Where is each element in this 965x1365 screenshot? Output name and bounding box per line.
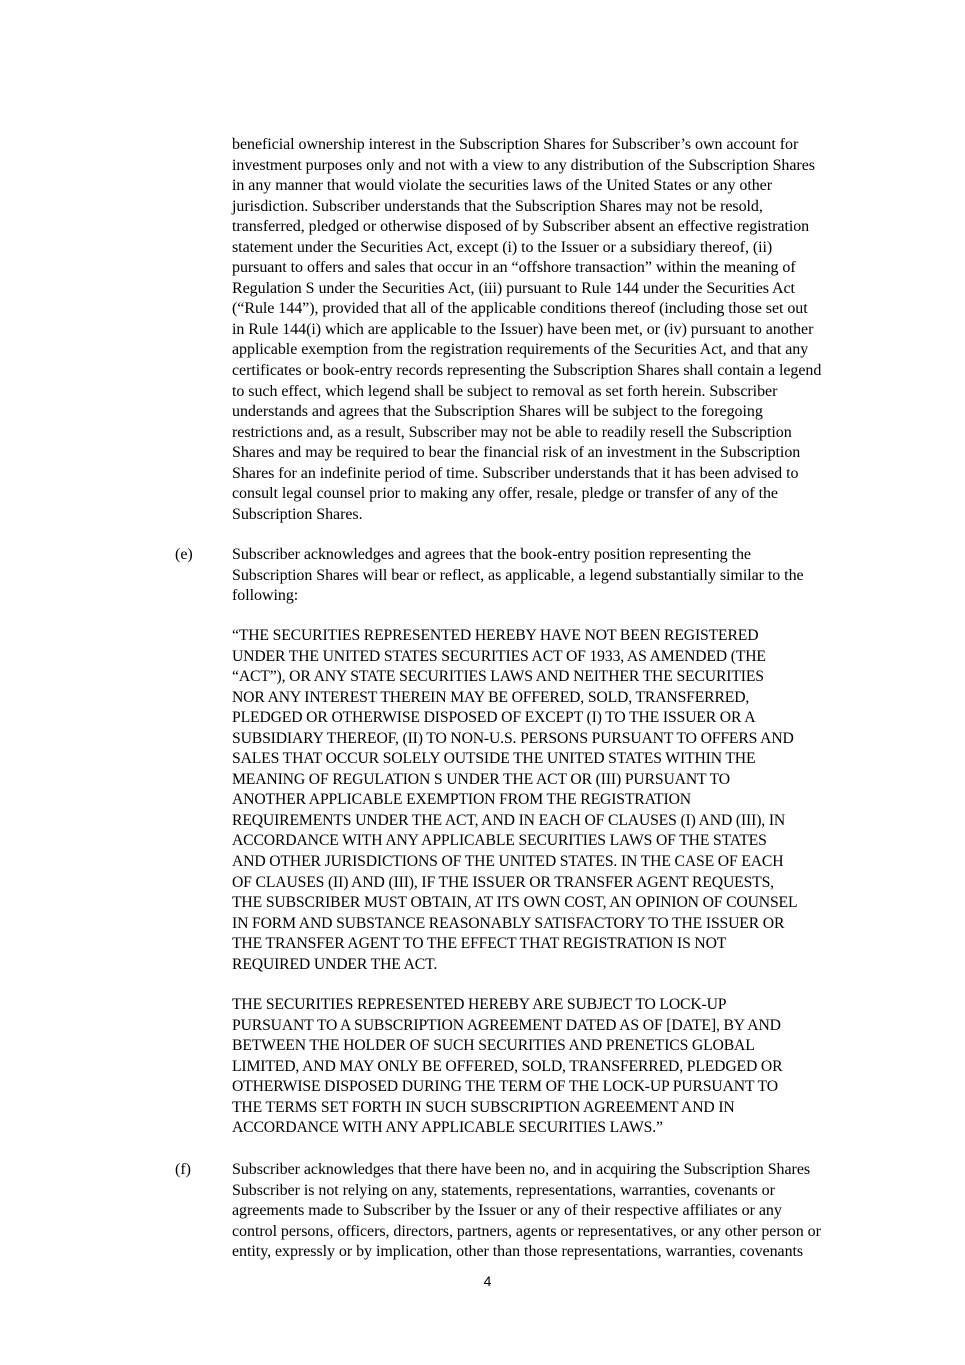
legend-paragraph-2: THE SECURITIES REPRESENTED HEREBY ARE SUBJECT TO LOCK-UP PURSUANT TO A SUBSCRIPTION AGREEMENT DATED AS OF [DATE], BY AND BETWEEN THE HOLDER OF SUCH SECURITIES AND PRENETICS GLOBAL LIMITED, AND MAY ONLY BE OFFERED, SOLD, TRANSFERRED, PLEDGED OR OTHERWISE DISPOSED DURING THE TERM OF THE LOCK-UP PURSUANT TO THE TERMS SET FORTH IN SUCH SUBSCRIPTION AGREEMENT AND IN ACCORDANCE WITH ANY APPLICABLE SECURITIES LAWS.” <box>232 996 783 1137</box>
page-number: 4 <box>483 1273 492 1289</box>
section-f-marker: (f) <box>175 1161 191 1178</box>
continuation-paragraph: beneficial ownership interest in the Subscription Shares for Subscriber’s own account for investment purposes only and not with a view to any distribution of the Subscription Shares in any manner that would violate the securities laws of the United States or any other jurisdiction. Subscriber understands that the Subscription Shares may not be resold, transferred, pledged or otherwise disposed of by Subscriber absent an effective registration statement under the Securities Act, except (i) to the Issuer or a subsidiary thereof, (ii) pursuant to offers and sales that occur in an “offshore transaction” within the meaning of Regulation S under the Securities Act, (iii) pursuant to Rule 144 under the Securities Act (“Rule 144”), provided that all of the applicable conditions thereof (including those set out in Rule 144(i) which are applicable to the Issuer) have been met, or (iv) pursuant to another applicable exemption from the registration requirements of the Securities Act, and that any certificates or book-entry records representing the Subscription Shares shall contain a legend to such effect, which legend shall be subject to removal as set forth herein. Subscriber understands and agrees that the Subscription Shares will be subject to the foregoing restrictions and, as a result, Subscriber may not be able to readily resell the Subscription Shares and may be required to bear the financial risk of an investment in the Subscription Shares for an indefinite period of time. Subscriber understands that it has been advised to consult legal counsel prior to making any offer, resale, pledge or transfer of any of the Subscription Shares. <box>232 136 822 523</box>
legend-paragraph-1: “THE SECURITIES REPRESENTED HEREBY HAVE NOT BEEN REGISTERED UNDER THE UNITED STATES SECURITIES ACT OF 1933, AS AMENDED (THE “ACT”), OR ANY STATE SECURITIES LAWS AND NEITHER THE SECURITIES NOR ANY INTEREST THEREIN MAY BE OFFERED, SOLD, TRANSFERRED, PLEDGED OR OTHERWISE DISPOSED OF EXCEPT (I) TO THE ISSUER OR A SUBSIDIARY THEREOF, (II) TO NON-U.S. PERSONS PURSUANT TO OFFERS AND SALES THAT OCCUR SOLELY OUTSIDE THE UNITED STATES WITHIN THE MEANING OF REGULATION S UNDER THE ACT OR (III) PURSUANT TO ANOTHER APPLICABLE EXEMPTION FROM THE REGISTRATION REQUIREMENTS UNDER THE ACT, AND IN EACH OF CLAUSES (I) AND (III), IN ACCORDANCE WITH ANY APPLICABLE SECURITIES LAWS OF THE STATES AND OTHER JURISDICTIONS OF THE UNITED STATES. IN THE CASE OF EACH OF CLAUSES (II) AND (III), IF THE ISSUER OR TRANSFER AGENT REQUESTS, THE SUBSCRIBER MUST OBTAIN, AT ITS OWN COST, AN OPINION OF COUNSEL IN FORM AND SUBSTANCE REASONABLY SATISFACTORY TO THE ISSUER OR THE TRANSFER AGENT TO THE EFFECT THAT REGISTRATION IS NOT REQUIRED UNDER THE ACT. <box>232 627 798 973</box>
section-e-marker: (e) <box>175 546 193 563</box>
section-f-text: Subscriber acknowledges that there have been no, and in acquiring the Subscription Shares Subscriber is not relying on any, statements, representations, warranties, covenants or agreements made to Subscriber by the Issuer or any of their respective affiliates or any control persons, officers, directors, partners, agents or representatives, or any other person or entity, expressly or by implication, other than those representations, warranties, covenants <box>232 1161 821 1261</box>
section-e-intro: Subscriber acknowledges and agrees that the book-entry position representing the Subscription Shares will bear or reflect, as applicable, a legend substantially similar to the following: <box>232 546 804 605</box>
